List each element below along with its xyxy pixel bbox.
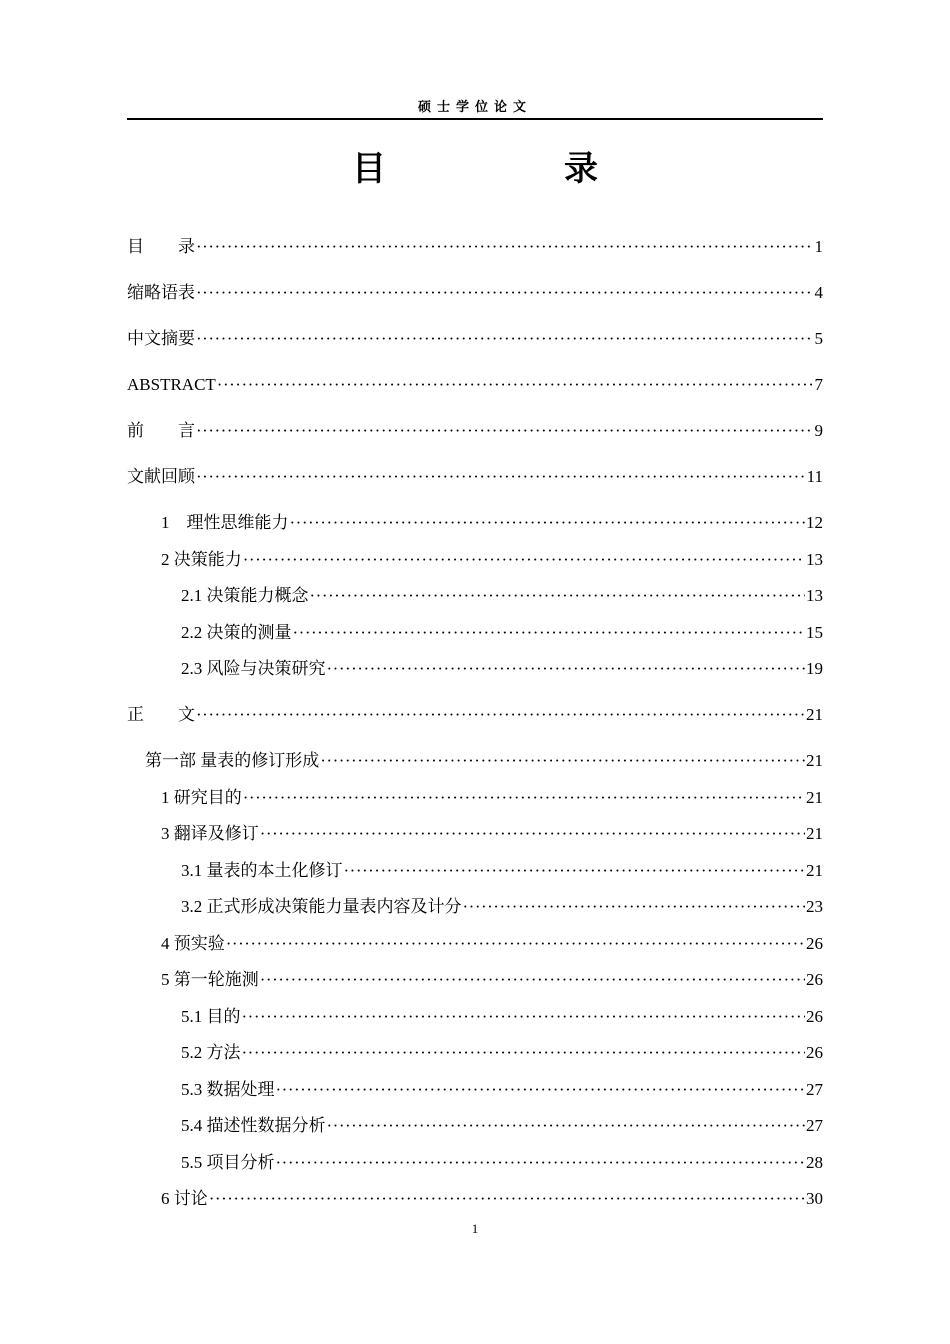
toc-entry-page: 26 [806,934,823,953]
toc-entry[interactable] [181,1004,823,1030]
toc-entry-label: 4 预实验 [161,934,225,953]
toc-entry-page: 9 [814,421,823,440]
toc-entry-label: 第一部 量表的修订形成 [145,751,320,770]
toc-entry-label: 3.2 正式形成决策能力量表内容及计分 [181,897,462,916]
toc-entry-label: 5.1 目的 [181,1007,241,1026]
header-rule [127,118,823,120]
toc-entry-page: 11 [806,467,823,486]
page-title: 目 录 [352,149,670,189]
toc-entry-page: 21 [806,705,823,724]
toc-entry-page: 21 [806,824,823,843]
toc-entry[interactable] [127,372,823,398]
toc-dot-leader [242,1040,806,1066]
toc-entry-label: ABSTRACT [127,375,216,394]
toc-entry-label: 目 录 [127,237,195,256]
toc-dot-leader [327,1113,806,1139]
toc-dot-leader [276,1077,806,1103]
toc-entry-label: 正 文 [127,705,195,724]
toc-entry-page: 1 [814,237,823,256]
toc-entry-page: 12 [806,513,823,532]
toc-entry[interactable] [181,894,823,920]
toc-entry[interactable] [181,1040,823,1066]
toc-dot-leader [196,234,814,260]
toc-entry[interactable] [161,967,823,993]
toc-entry-page: 13 [806,586,823,605]
toc-entry-label: 3.1 量表的本土化修订 [181,861,343,880]
toc-entry[interactable] [181,583,823,609]
toc-dot-leader [196,464,806,490]
toc-entry-label: 文献回顾 [127,467,195,486]
toc-entry-label: 前 言 [127,421,195,440]
toc-dot-leader [196,280,814,306]
toc-dot-leader [320,748,805,774]
toc-entry-label: 5.5 项目分析 [181,1153,275,1172]
toc-entry-page: 23 [806,897,823,916]
toc-entry-page: 27 [806,1116,823,1135]
toc-entry[interactable] [161,821,823,847]
toc-dot-leader [260,967,805,993]
toc-entry-label: 5 第一轮施测 [161,970,259,989]
toc-dot-leader [463,894,806,920]
toc-entry[interactable] [127,418,823,444]
toc-dot-leader [293,620,806,646]
toc-entry-page: 21 [806,751,823,770]
toc-dot-leader [209,1186,805,1212]
toc-entry[interactable] [161,785,823,811]
toc-entry[interactable] [145,748,823,774]
toc-entry[interactable] [127,280,823,306]
toc-dot-leader [310,583,806,609]
toc-entry[interactable] [127,234,823,260]
toc-entry-label: 2.2 决策的测量 [181,623,292,642]
toc-entry-label: 1 理性思维能力 [161,513,289,532]
toc-entry[interactable] [181,858,823,884]
running-header: 硕士学位论文 [417,100,532,115]
toc-entry-label: 中文摘要 [127,329,195,348]
toc-entry[interactable] [181,620,823,646]
toc-entry-page: 27 [806,1080,823,1099]
toc-dot-leader [196,326,814,352]
page-number: 1 [471,1221,479,1236]
toc-dot-leader [226,931,805,957]
toc-entry-label: 缩略语表 [127,283,195,302]
toc-entry-page: 21 [806,861,823,880]
toc-entry-page: 26 [806,1007,823,1026]
toc-entry-label: 5.3 数据处理 [181,1080,275,1099]
toc-entry[interactable] [127,326,823,352]
toc-entry[interactable] [181,656,823,682]
toc-entry-page: 13 [806,550,823,569]
toc-entry-page: 4 [814,283,823,302]
toc-dot-leader [243,785,805,811]
toc-entry[interactable] [161,547,823,573]
toc-entry-label: 5.4 描述性数据分析 [181,1116,326,1135]
toc-entry[interactable] [181,1077,823,1103]
toc-entry[interactable] [161,931,823,957]
toc-entry-page: 5 [814,329,823,348]
toc-entry[interactable] [127,702,823,728]
toc-dot-leader [196,702,805,728]
toc-dot-leader [276,1150,806,1176]
toc-entry-page: 26 [806,1043,823,1062]
toc-entry[interactable] [161,1186,823,1212]
toc-entry-label: 2 决策能力 [161,550,242,569]
toc-dot-leader [217,372,814,398]
toc-entry[interactable] [127,464,823,490]
toc-entry-page: 28 [806,1153,823,1172]
toc-entry[interactable] [161,510,823,536]
toc-entry[interactable] [181,1113,823,1139]
toc-entry[interactable] [181,1150,823,1176]
toc-entry-label: 2.1 决策能力概念 [181,586,309,605]
toc-entry-label: 3 翻译及修订 [161,824,259,843]
toc-entry-page: 7 [814,375,823,394]
toc-entry-label: 1 研究目的 [161,788,242,807]
toc-entry-label: 2.3 风险与决策研究 [181,659,326,678]
toc-dot-leader [260,821,805,847]
toc-dot-leader [196,418,814,444]
toc-dot-leader [290,510,806,536]
toc-dot-leader [344,858,806,884]
toc-entry-page: 19 [806,659,823,678]
toc-entry-page: 30 [806,1189,823,1208]
toc-entry-label: 5.2 方法 [181,1043,241,1062]
toc-dot-leader [242,1004,806,1030]
toc-entry-label: 6 讨论 [161,1189,208,1208]
toc-entry-page: 26 [806,970,823,989]
toc-entry-page: 15 [806,623,823,642]
toc-dot-leader [327,656,806,682]
toc-dot-leader [243,547,805,573]
toc-entry-page: 21 [806,788,823,807]
